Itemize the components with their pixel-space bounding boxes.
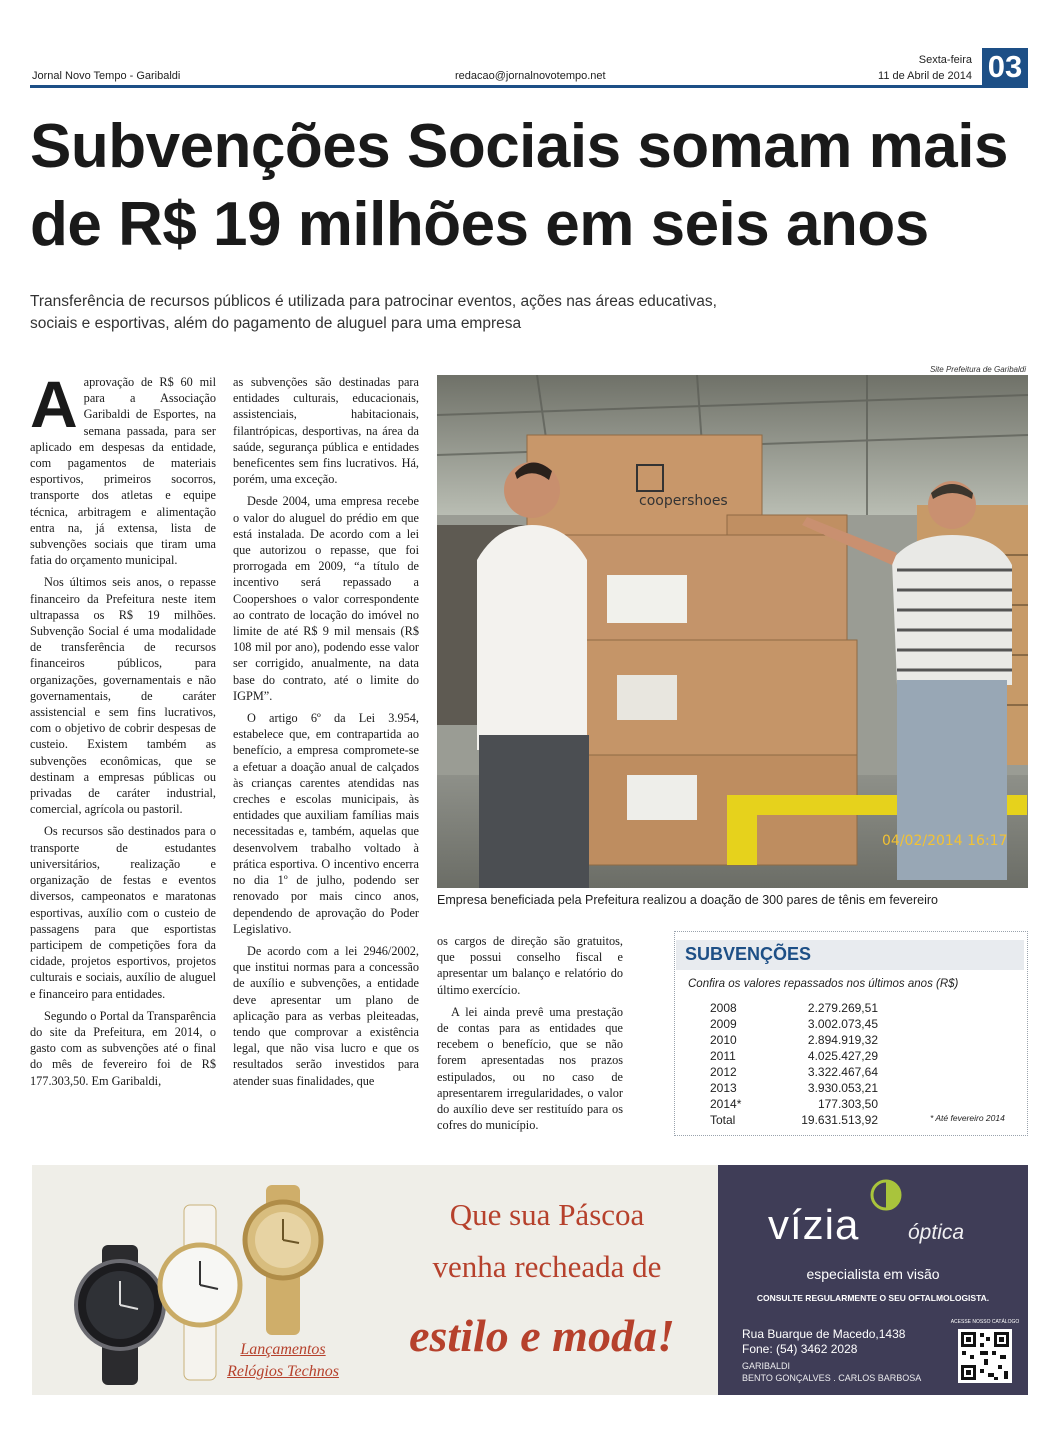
vizia-eye-icon: [868, 1177, 904, 1213]
table-row-total: [710, 1112, 878, 1128]
paragraph: Segundo o Portal da Transparência do site da Prefeitura, em 2014, o gasto com as subvenções até o final do mês de fevereiro foi de R$ 177.303,50. Em Garibaldi,: [30, 1008, 216, 1088]
newsroom-email[interactable]: redacao@jornalnovotempo.net: [455, 70, 606, 82]
ad-line-1: Que sua Páscoa: [449, 1197, 645, 1232]
subvencoes-title: SUBVENÇÕES: [685, 944, 812, 964]
table-row: [710, 1064, 878, 1080]
table-year: Total: [710, 1113, 736, 1127]
paragraph: aprovação de R$ 60 mil para a Associação Garibaldi de Esportes, na semana passada, para ser aplicado em despesas da entidade, com pagamentos de materiais esportivos, primeiros socorros, transporte dos atletas e equipe técnica, arbitragem e alimentação entra na, já extensa, lista de subvenções sociais que tiram uma fatia do orçamento municipal.: [30, 375, 216, 568]
vizia-panel[interactable]: [718, 1165, 1028, 1395]
table-row: [710, 1032, 878, 1048]
vizia-city-1: GARIBALDI: [742, 1361, 791, 1371]
table-year: 2013: [710, 1081, 737, 1095]
table-row: [710, 1080, 878, 1096]
vizia-city-2: BENTO GONÇALVES . CARLOS BARBOSA: [742, 1373, 922, 1383]
weekday: Sexta-feira: [918, 54, 972, 66]
paragraph: De acordo com a lei 2946/2002, que institui normas para a concessão de auxílio e subvenções, a entidade deve apresentar um plano de aplicação para as verbas pleiteadas, tendo que comprovar a existência legal, que não visa lucro e que os resultados serão investidos para atender suas finalidades, que: [233, 943, 419, 1088]
paragraph: as subvenções são destinadas para entidades culturais, educacionais, assistenciais, habitacionais, filantrópicas, desportivas, na área da saúde, segurança pública e entidades beneficentes sem fins lucrativos. Há, porém, uma exceção.: [233, 375, 419, 487]
table-footnote: * Até fevereiro 2014: [930, 1113, 1005, 1123]
paragraph: Os recursos são destinados para o transporte de estudantes universitários, realização e organização de festas e eventos diversos, campeonatos e maratonas esportivas, auxílio com o custeio de passagens para que esportistas participem de competições fora da cidade, projetos esportivos, projetos culturais e sociais, auxílio de aluguel e financeiro para entidades.: [30, 824, 216, 1001]
article-column-2: [233, 374, 419, 1144]
ad-line-2: venha recheada de: [432, 1249, 662, 1284]
vizia-address: Rua Buarque de Macedo,1438: [742, 1327, 906, 1341]
dropcap: A: [30, 374, 78, 441]
table-year: 2014*: [710, 1097, 742, 1111]
newspaper-name: Jornal Novo Tempo - Garibaldi: [32, 70, 181, 82]
table-year: 2011: [710, 1049, 736, 1063]
vizia-subbrand: óptica: [908, 1221, 965, 1244]
article-column-1: [30, 374, 216, 1144]
table-value: 3.322.467,64: [807, 1065, 878, 1079]
issue-date: 11 de Abril de 2014: [878, 70, 972, 82]
table-year: 2009: [710, 1017, 737, 1031]
page-number: 03: [982, 48, 1028, 86]
vizia-phone[interactable]: Fone: (54) 3462 2028: [742, 1342, 858, 1356]
table-value: 2.894.919,32: [807, 1033, 878, 1047]
table-value: 19.631.513,92: [801, 1113, 878, 1127]
headline: Subvenções Sociais somam mais de R$ 19 milhões em seis anos: [30, 112, 1008, 259]
table-year: 2012: [710, 1065, 737, 1079]
deck: Transferência de recursos públicos é utilizada para patrocinar eventos, ações nas áreas educativas, sociais e esportivas, além do pagamento de aluguel para uma empresa: [30, 293, 717, 332]
paragraph: O artigo 6º da Lei 3.954, estabelece que, em contrapartida ao benefício, a empresa compromete-se a efetuar a doação anual de calçados às crianças carentes atendidas nas creches e escolas municipais, às entidades que auxiliam famílias mais necessitadas e, também, aquelas que desenvolvem trabalho voltado à prática esportiva. O incentivo encerra no dia 1º de julho, podendo ser renovado por mais cinco anos, dependendo de aprovação do Poder Legislativo.: [233, 711, 419, 936]
table-row: [710, 1000, 878, 1016]
vizia-advice: CONSULTE REGULARMENTE O SEU OFTALMOLOGISTA.: [756, 1293, 990, 1303]
table-row: [710, 1048, 878, 1064]
paragraph: Nos últimos seis anos, o repasse financeiro da Prefeitura neste item ultrapassa os R$ 19 milhões. Subvenção Social é uma modalidade de transferência de recursos financeiros públicos, para organizações, governamentais e não governamentais, de caráter assistencial e sem fins lucrativos, com o objetivo de cobrir despesas de custeio. Existem também as subvenções econômicas, que se destinam a empresas públicas ou privadas de caráter industrial, comercial, agrícola ou pastoril.: [30, 575, 216, 817]
box-brand-label: coopershoes: [639, 493, 728, 509]
watch-promo-line-2: Relógios Technos: [227, 1363, 339, 1380]
table-row: [710, 1016, 878, 1032]
subvencoes-table: [710, 1000, 878, 1128]
photo-timestamp: 04/02/2014 16:17: [882, 833, 1008, 849]
paragraph: A lei ainda prevê uma prestação de contas para as entidades que recebem o benefício, que se não forem apresentadas nos prazos estipulados, ou no caso de apresentarem irregularidades, o valor do auxílio deve ser restituído para os cofres do município.: [437, 1004, 623, 1133]
table-value: 2.279.269,51: [807, 1001, 878, 1015]
photo-credit: Site Prefeitura de Garibaldi: [929, 365, 1026, 374]
article-column-3: [437, 933, 623, 1143]
watch-promo-line-1: Lançamentos: [240, 1341, 326, 1358]
table-value: 3.002.073,45: [807, 1017, 878, 1031]
table-value: 3.930.053,21: [807, 1081, 878, 1095]
table-year: 2010: [710, 1033, 737, 1047]
article-photo: [437, 375, 1028, 888]
subvencoes-subtitle: Confira os valores repassados nos últimos anos (R$): [688, 978, 959, 990]
header-rule: [30, 85, 1028, 88]
table-row: [710, 1096, 878, 1112]
qr-code-icon[interactable]: [958, 1329, 1012, 1383]
photo-caption: Empresa beneficiada pela Prefeitura realizou a doação de 300 pares de tênis em fevereiro: [437, 893, 939, 907]
qr-label: ACESSE NOSSO CATÁLOGO: [950, 1319, 1020, 1325]
paragraph: Desde 2004, uma empresa recebe o valor do aluguel do prédio em que está instalada. De acordo com a lei que autorizou o repasse, que foi prorrogada em 2009, “a título de incentivo será repassado a Coopershoes o valor correspondente ao contrato de locação do imóvel no limite de até R$ 9 mil mensais (R$ 108 mil por ano), podendo esse valor ser corrigido, anualmente, na data base do contrato, até o limite do IGPM”.: [233, 494, 419, 703]
ad-line-3: estilo e moda!: [409, 1310, 675, 1361]
paragraph: os cargos de direção são gratuitos, que possui conselho fiscal e apresentar um balanço e relatório do último exercício.: [437, 934, 623, 997]
table-value: 4.025.427,29: [807, 1049, 878, 1063]
warehouse-photo-illustration: [437, 375, 1028, 888]
table-year: 2008: [710, 1001, 737, 1015]
vizia-logo: vízia: [768, 1201, 860, 1248]
table-value: 177.303,50: [817, 1097, 878, 1111]
vizia-tagline: especialista em visão: [806, 1266, 940, 1282]
